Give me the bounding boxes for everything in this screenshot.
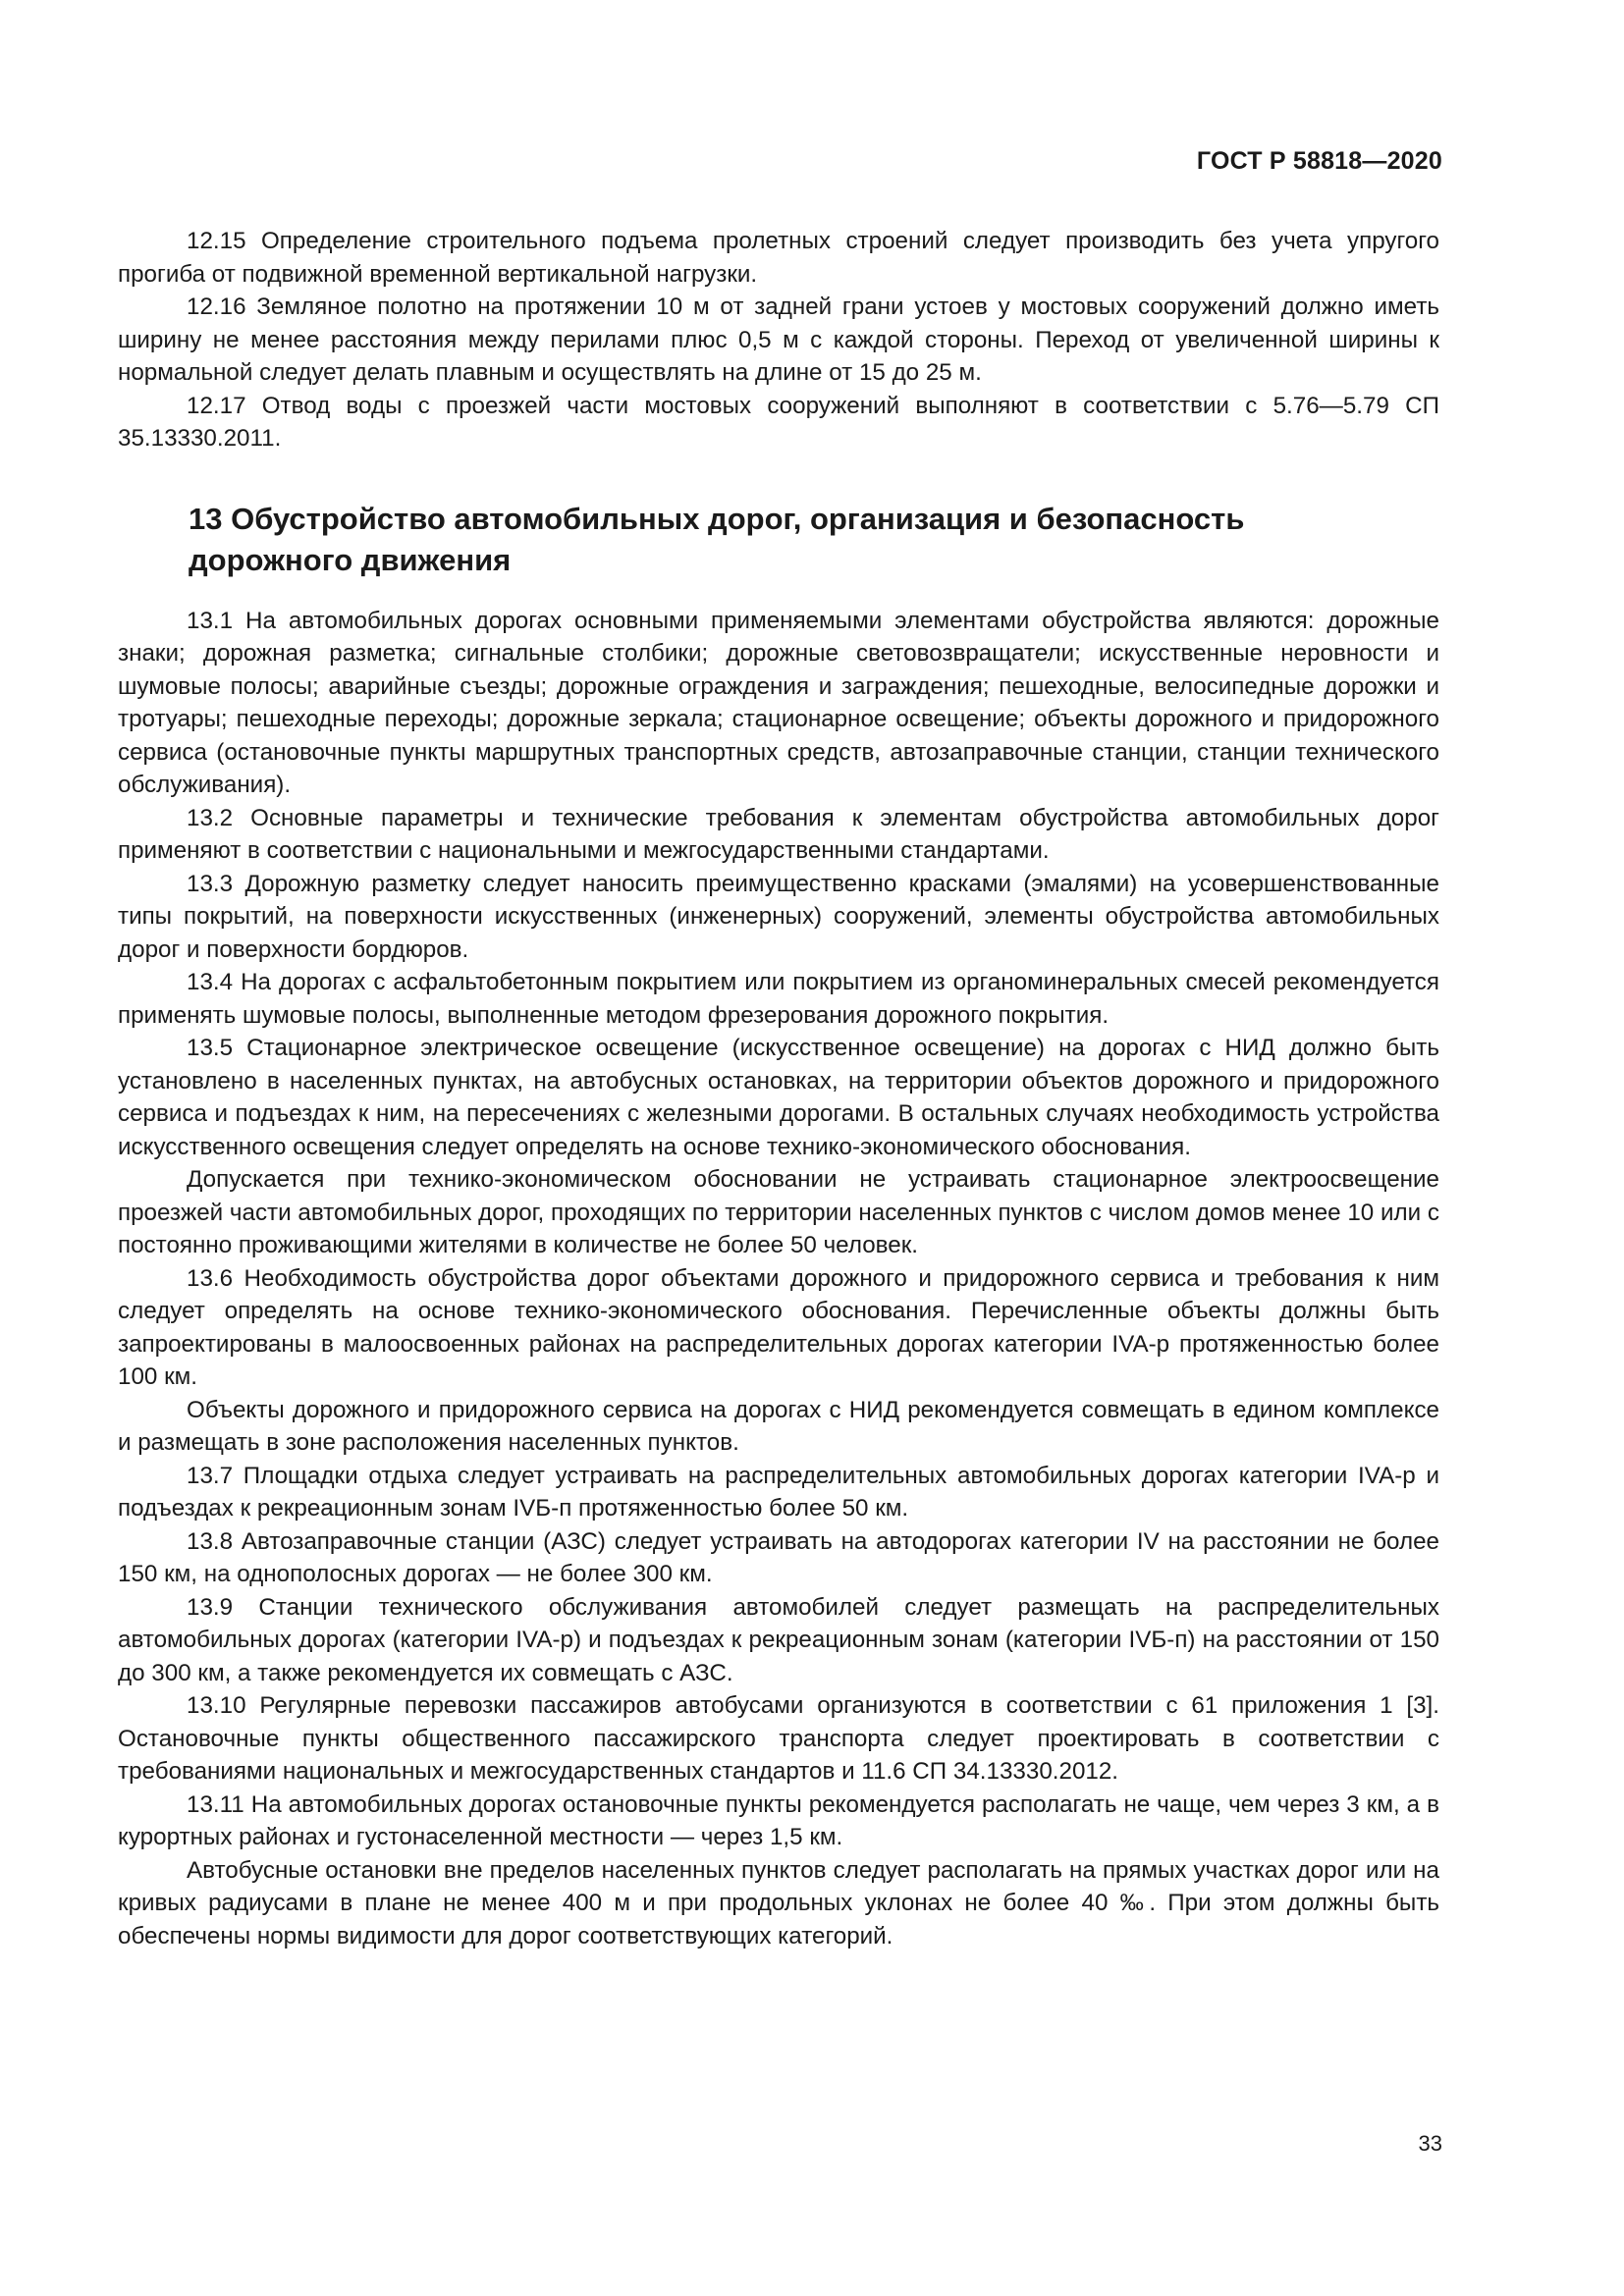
paragraph-12-17: 12.17 Отвод воды с проезжей части мостовых сооружений выполняют в соответствии с 5.76—5.79 СП 35.13330.2011.: [118, 392, 1439, 452]
paragraph-13-7: 13.7 Площадки отдыха следует устраивать на распределительных автомобильных дорогах категории IVA-р и подъездах к рекреационным зонам IVБ-п протяженностью более 50 км.: [118, 1462, 1439, 1522]
paragraph-13-6: 13.6 Необходимость обустройства дорог объектами дорожного и придорожного сервиса и требования к ним следует определять на основе технико-экономического обоснования. Перечисленные объекты должны быть запроектированы в малоосвоенных районах на распределительных дорогах категории IVA-р протяженностью более 100 км.: [118, 1264, 1439, 1390]
page-number: 33: [1418, 2131, 1442, 2156]
paragraph-13-9: 13.9 Станции технического обслуживания автомобилей следует размещать на распределительных автомобильных дорогах (категории IVA-р) и подъездах к рекреационным зонам (категории IVБ-п) на расстоянии от 150 до 300 км, а также рекомендуется их совмещать с АЗС.: [118, 1593, 1439, 1686]
paragraph-13-11: 13.11 На автомобильных дорогах остановочные пункты рекомендуется располагать не чаще, чем через 3 км, а в курортных районах и густонаселенной местности — через 1,5 км.: [118, 1790, 1439, 1850]
paragraph-13-3: 13.3 Дорожную разметку следует наносить преимущественно красками (эмалями) на усовершенствованные типы покрытий, на поверхности искусственных (инженерных) сооружений, элементы обустройства автомобильных дорог и поверхности бордюров.: [118, 870, 1439, 963]
paragraph-13-10: 13.10 Регулярные перевозки пассажиров автобусами организуются в соответствии с 61 приложения 1 [3]. Остановочные пункты общественного пассажирского транспорта следует проектировать в соответствии с требованиями национальных и межгосударственных стандартов и 11.6 СП 34.13330.2012.: [118, 1692, 1439, 1785]
page-body: [118, 225, 1439, 1952]
paragraph-13-11-note: Автобусные остановки вне пределов населенных пунктов следует располагать на прямых участках дорог или на кривых радиусами в плане не менее 400 м и при продольных уклонах не более 40 ‰. При этом должны быть обеспечены нормы видимости для дорог соответствующих категорий.: [118, 1856, 1439, 1949]
paragraph-13-4: 13.4 На дорогах с асфальтобетонным покрытием или покрытием из органоминеральных смесей рекомендуется применять шумовые полосы, выполненные методом фрезерования дорожного покрытия.: [118, 969, 1439, 1029]
paragraph-12-15: 12.15 Определение строительного подъема пролетных строений следует производить без учета упругого прогиба от подвижной временной вертикальной нагрузки.: [118, 228, 1439, 288]
paragraph-13-2: 13.2 Основные параметры и технические требования к элементам обустройства автомобильных дорог применяют в соответствии с национальными и межгосударственными стандартами.: [118, 804, 1439, 864]
paragraph-13-5: 13.5 Стационарное электрическое освещение (искусственное освещение) на дорогах с НИД должно быть установлено в населенных пунктах, на автобусных остановках, на территории объектов дорожного и придорожного сервиса и подъездах к ним, на пересечениях с железными дорогами. В остальных случаях необходимость устройства искусственного освещения следует определять на основе технико-экономического обоснования.: [118, 1035, 1439, 1160]
document-code-header: ГОСТ Р 58818—2020: [1196, 147, 1442, 175]
paragraph-13-5-note: Допускается при технико-экономическом обосновании не устраивать стационарное электроосвещение проезжей части автомобильных дорог, проходящих по территории населенных пунктов с числом домов менее 10 или с постоянно проживающими жителями в количестве не более 50 человек.: [118, 1166, 1439, 1258]
paragraph-13-6-note: Объекты дорожного и придорожного сервиса на дорогах с НИД рекомендуется совмещать в едином комплексе и размещать в зоне расположения населенных пунктов.: [118, 1396, 1439, 1456]
paragraph-13-8: 13.8 Автозаправочные станции (АЗС) следует устраивать на автодорогах категории IV на расстоянии не более 150 км, на однополосных дорогах — не более 300 км.: [118, 1527, 1439, 1587]
paragraph-13-1: 13.1 На автомобильных дорогах основными применяемыми элементами обустройства являются: дорожные знаки; дорожная разметка; сигнальные столбики; дорожные световозвращатели; искусственные неровности и шумовые полосы; аварийные съезды; дорожные ограждения и заграждения; пешеходные, велосипедные дорожки и тротуары; пешеходные переходы; дорожные зеркала; стационарное освещение; объекты дорожного и придорожного сервиса (остановочные пункты маршрутных транспортных средств, автозаправочные станции, станции технического обслуживания).: [118, 607, 1439, 798]
section-13-title: 13 Обустройство автомобильных дорог, организация и безопасность дорожного движения: [189, 501, 1245, 577]
paragraph-12-16: 12.16 Земляное полотно на протяжении 10 м от задней грани устоев у мостовых сооружений должно иметь ширину не менее расстояния между перилами плюс 0,5 м с каждой стороны. Переход от увеличенной ширины к нормальной следует делать плавным и осуществлять на длине от 15 до 25 м.: [118, 294, 1439, 386]
